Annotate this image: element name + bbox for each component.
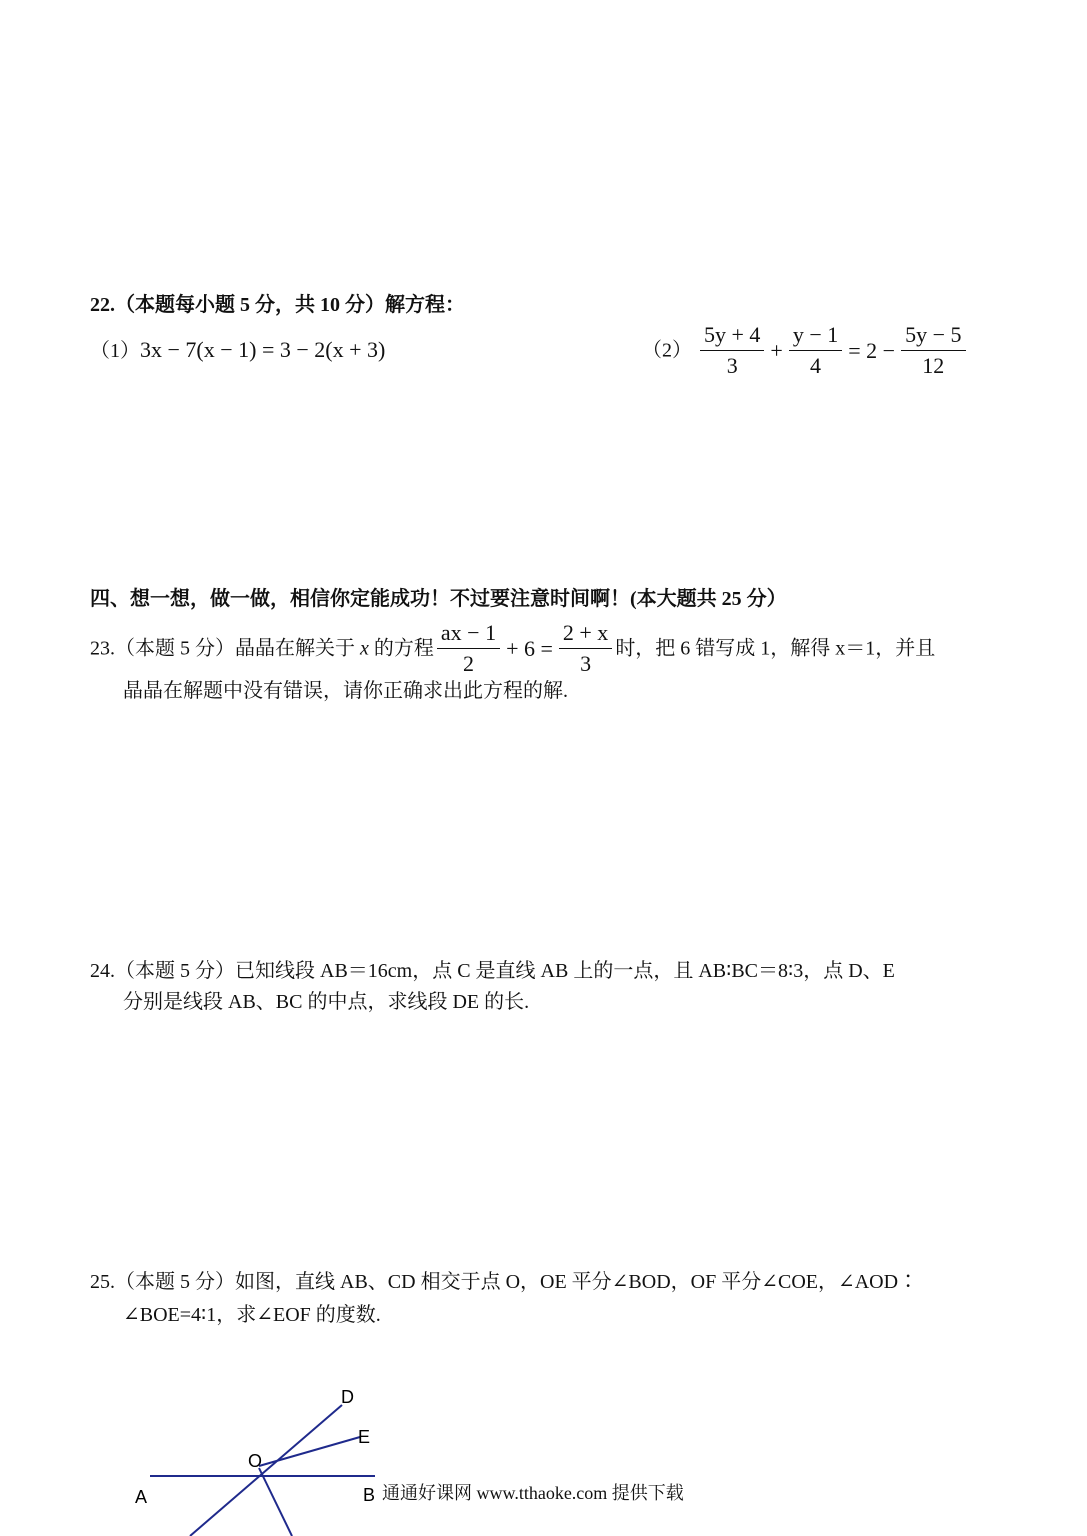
q23-suffix: 时，把 6 错写成 1，解得 x＝1，并且 — [615, 637, 936, 660]
q22-part2-fraction-3 — [901, 322, 965, 379]
fraction-denominator: 4 — [810, 353, 822, 378]
label-e: E — [358, 1427, 371, 1447]
q23-line2: 晶晶在解题中没有错误，请你正确求出此方程的解. — [123, 680, 568, 702]
label-d: D — [341, 1387, 354, 1407]
q25-line2: ∠BOE=4∶1，求∠EOF 的度数. — [123, 1304, 381, 1326]
q23-fraction-1 — [437, 620, 500, 677]
q22-part2-fraction-2 — [789, 322, 842, 379]
fraction-denominator: 2 — [462, 651, 474, 676]
label-o: O — [248, 1451, 263, 1471]
q22-part2-label: （2） — [642, 339, 692, 362]
q23-variable-x: x — [360, 637, 369, 660]
label-b: B — [363, 1485, 376, 1505]
q23-line1 — [90, 620, 935, 677]
fraction-numerator: 2 + x — [559, 620, 612, 649]
fraction-numerator: 5y + 4 — [700, 322, 764, 351]
q22-part1-equation: 3x − 7(x − 1) = 3 − 2(x + 3) — [140, 337, 386, 362]
section-4-heading: 四、想一想，做一做，相信你定能成功！不过要注意时间啊！(本大题共 25 分） — [90, 588, 787, 610]
fraction-denominator: 12 — [922, 353, 945, 378]
fraction-denominator: 3 — [726, 353, 738, 378]
label-a: A — [135, 1487, 148, 1507]
q22-part1 — [90, 336, 385, 365]
q22-part2 — [642, 322, 969, 379]
q23-mid: 的方程 — [373, 637, 434, 660]
fraction-numerator: y − 1 — [789, 322, 842, 351]
ray-oe — [259, 1437, 360, 1466]
fraction-numerator: 5y − 5 — [901, 322, 965, 351]
plus-sign: + — [770, 337, 783, 363]
q22-part1-label: （1） — [90, 340, 140, 362]
fraction-numerator: ax − 1 — [437, 620, 500, 649]
ray-of — [259, 1468, 292, 1536]
q22-heading: 22.（本题每小题 5 分，共 10 分）解方程： — [90, 294, 465, 316]
footer-watermark: 通通好课网 www.tthaoke.com 提供下载 — [382, 1483, 684, 1503]
q23-fraction-2 — [559, 620, 612, 677]
line-cd — [190, 1405, 342, 1536]
geometry-figure — [0, 1370, 720, 1536]
q23-prefix: 23.（本题 5 分）晶晶在解关于 — [90, 637, 355, 660]
q24-line2: 分别是线段 AB、BC 的中点，求线段 DE 的长. — [123, 991, 530, 1013]
equals-two-minus: = 2 − — [848, 337, 896, 363]
q25-line1: 25.（本题 5 分）如图，直线 AB、CD 相交于点 O，OE 平分∠BOD，OF 平分∠COE，∠AOD∶ — [90, 1271, 919, 1293]
plus-six-equals: + 6 = — [506, 635, 553, 661]
q22-part2-fraction-1 — [700, 322, 764, 379]
q24-line1: 24.（本题 5 分）已知线段 AB＝16cm，点 C 是直线 AB 上的一点，且 AB∶BC＝8∶3，点 D、E — [90, 960, 895, 982]
fraction-denominator: 3 — [580, 651, 592, 676]
